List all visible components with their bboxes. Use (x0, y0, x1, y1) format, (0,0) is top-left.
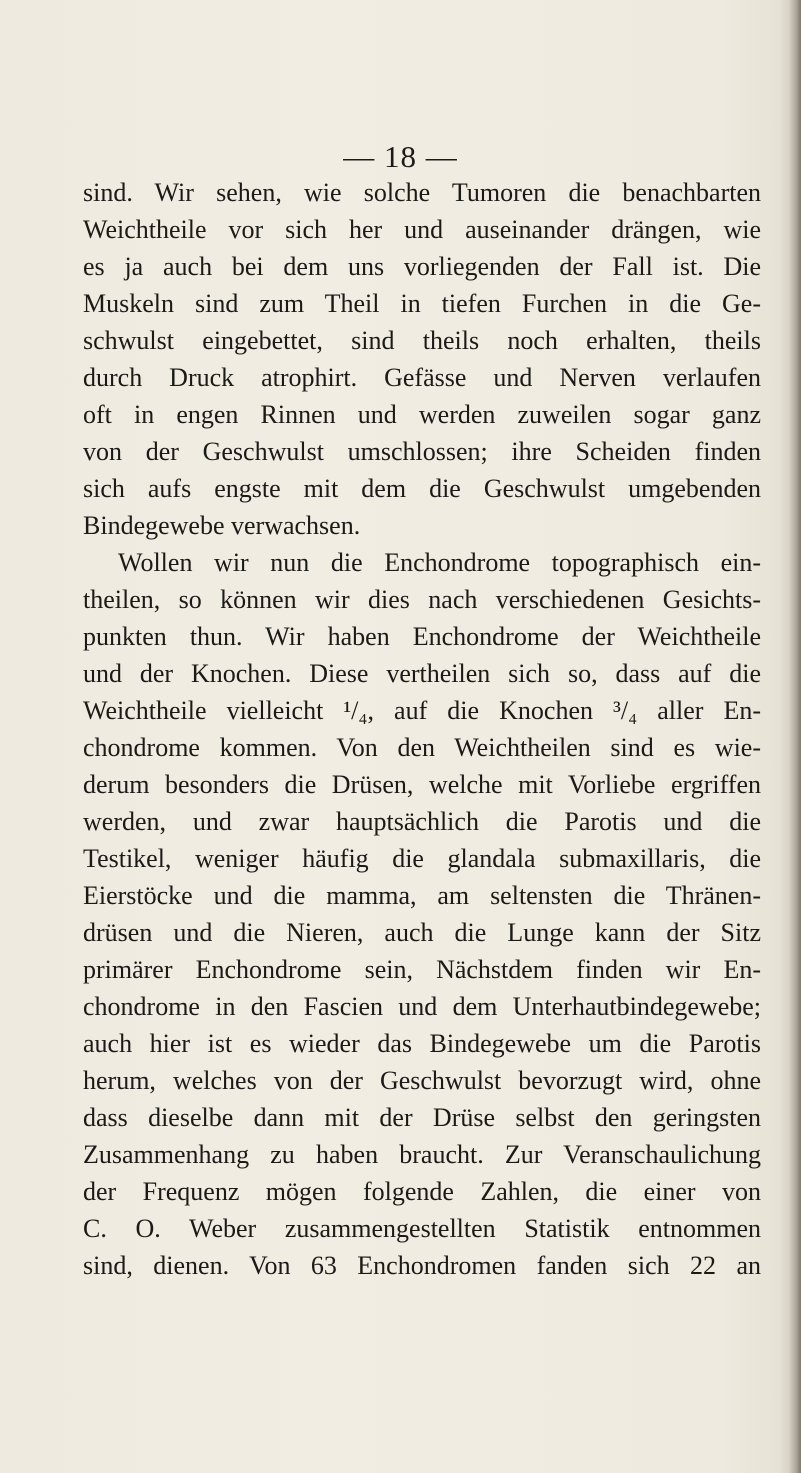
text-line: Wollen wir nun die Enchondrome topographisch ein- (118, 548, 761, 577)
text-line: sind, dienen. Von 63 Enchondromen fanden sich 22 an (83, 1251, 761, 1280)
text-line: Eierstöcke und die mamma, am seltensten die Thränen- (83, 881, 761, 910)
text-line: drüsen und die Nieren, auch die Lunge kann der Sitz (83, 918, 761, 947)
text-line: C. O. Weber zusammengestellten Statistik entnommen (83, 1214, 761, 1243)
text-line: und der Knochen. Diese vertheilen sich so, dass auf die (83, 659, 761, 688)
text-line: schwulst eingebettet, sind theils noch erhalten, theils (83, 326, 761, 355)
text-line: Testikel, weniger häufig die glandala submaxillaris, die (83, 844, 761, 873)
page-edge-shadow (779, 0, 801, 1473)
text-line: sind. Wir sehen, wie solche Tumoren die benachbarten (83, 178, 761, 207)
text-line: es ja auch bei dem uns vorliegenden der Fall ist. Die (83, 252, 761, 281)
text-line: primärer Enchondrome sein, Nächstdem finden wir En- (83, 955, 761, 984)
text-line: der Frequenz mögen folgende Zahlen, die einer von (83, 1177, 761, 1206)
text-line: werden, und zwar hauptsächlich die Parotis und die (83, 807, 761, 836)
text-line: theilen, so können wir dies nach verschiedenen Gesichts- (83, 585, 761, 614)
text-line: dass dieselbe dann mit der Drüse selbst den geringsten (83, 1103, 761, 1132)
body-text (83, 174, 761, 1284)
text-line: Muskeln sind zum Theil in tiefen Furchen in die Ge- (83, 289, 761, 318)
text-line: chondrome in den Fascien und dem Unterhautbindegewebe; (83, 992, 761, 1021)
text-line: oft in engen Rinnen und werden zuweilen sogar ganz (83, 400, 761, 429)
text-line: herum, welches von der Geschwulst bevorzugt wird, ohne (83, 1066, 761, 1095)
text-line: durch Druck atrophirt. Gefässe und Nerven verlaufen (83, 363, 761, 392)
text-line: sich aufs engste mit dem die Geschwulst umgebenden (83, 474, 761, 503)
page-number: — 18 — (343, 139, 458, 174)
text-line: Zusammenhang zu haben braucht. Zur Veranschaulichung (83, 1140, 761, 1169)
text-line: von der Geschwulst umschlossen; ihre Scheiden finden (83, 437, 761, 466)
text-line: chondrome kommen. Von den Weichtheilen sind es wie- (83, 733, 761, 762)
text-line: Weichtheile vielleicht ¹/₄, auf die Knochen ³/₄ aller En- (83, 696, 761, 725)
text-line: derum besonders die Drüsen, welche mit Vorliebe ergriffen (83, 770, 761, 799)
text-line: punkten thun. Wir haben Enchondrome der Weichtheile (83, 622, 761, 651)
text-line: auch hier ist es wieder das Bindegewebe um die Parotis (83, 1029, 761, 1058)
text-line: Weichtheile vor sich her und auseinander drängen, wie (83, 215, 761, 244)
text-line: Bindegewebe verwachsen. (83, 511, 361, 540)
